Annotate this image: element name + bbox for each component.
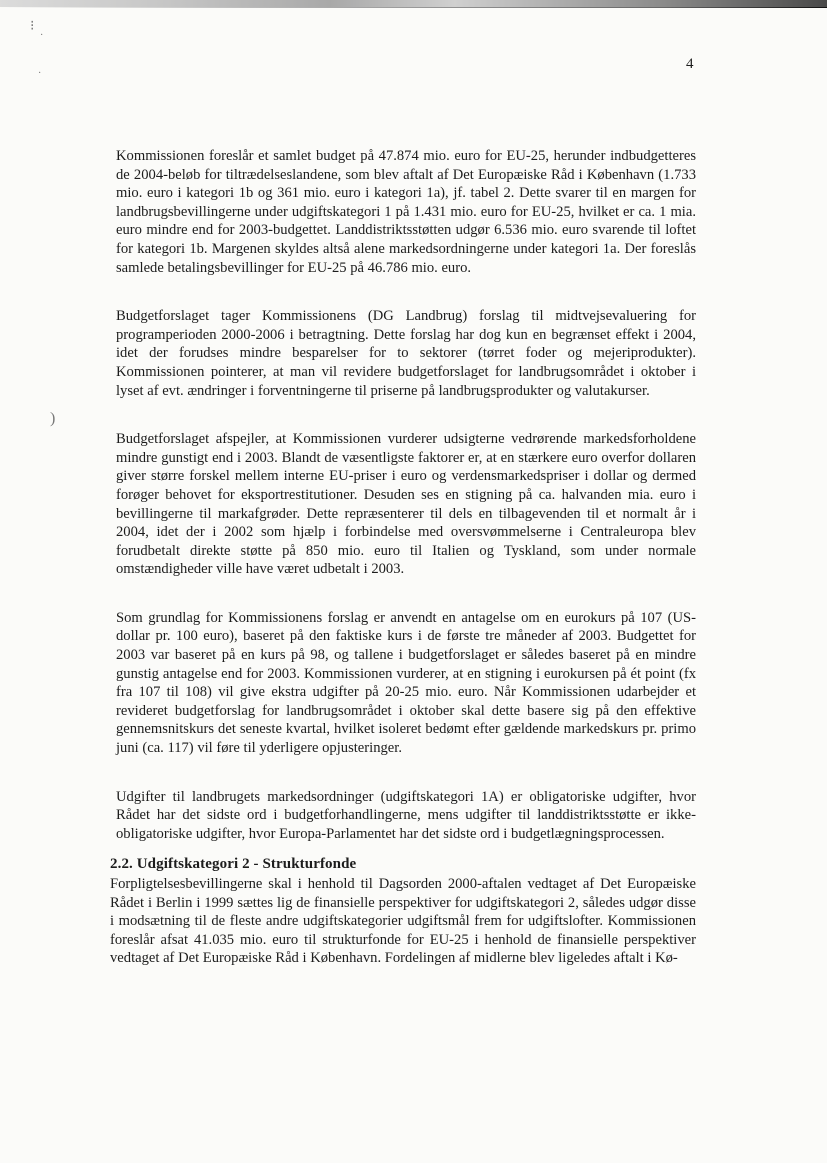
section-heading-text: 2.2. Udgiftskategori 2 - Strukturfonde — [110, 856, 357, 873]
paragraph-exchange-rate: Som grundlag for Kommissionens forslag er anvendt en antagelse om en eurokurs på 107 (US-dollar pr. 100 euro), baseret på den faktiske kurs i de første tre måneder af 2003. Budgettet for 2003 var baseret på en kurs på 98, og tallene i budgetforslaget er således baseret på en mindre gunstig antagelse end for 2003. Kommissionen vurderer, at en stigning i eurokursen på ét point (fx fra 107 til 108) vil give ekstra udgifter på 20-25 mio. euro. Når Kommissionen udarbejder et revideret budgetforslag for landbrugsområdet i oktober skal dette basere sig på den effektive gennemsnitskurs det seneste kvartal, hvilket isoleret bedømt efter gældende markedskurs pr. primo juni (ca. 117) vil føre til yderligere opjusteringer. — [116, 609, 696, 757]
page-number: 4 — [686, 56, 694, 72]
paragraph-budget-total: Kommissionen foreslår et samlet budget på 47.874 mio. euro for EU-25, herunder indbudgetteres de 2004-beløb for tiltrædelseslandene, som blev aftalt af Det Europæiske Råd i København (1.733 mio. euro i kategori 1b og 361 mio. euro i kategori 1a), jf. tabel 2. Dette svarer til en margen for landbrugsbevillingerne under udgiftskategori 1 på 1.431 mio. euro for EU-25, hvilket er ca. 1 mia. euro mindre end for 2003-budgettet. Landdistriktsstøtten udgør 6.536 mio. euro svarende til loftet for kategori 1b. Margenen skyldes altså alene markedsordningerne under kategori 1a. Der foreslås samlede betalingsbevillinger for EU-25 på 46.786 mio. euro. — [116, 148, 696, 276]
scan-artifact-dot: · — [40, 30, 44, 41]
scan-edge-top — [0, 0, 827, 7]
section-heading — [110, 855, 696, 874]
document-body — [110, 147, 696, 998]
scan-artifact-bracket: ) — [50, 410, 56, 427]
scan-artifact-mark: ⁝ — [30, 19, 35, 34]
paragraph-structural-funds: Forpligtelsesbevillingerne skal i henhold til Dagsorden 2000-aftalen vedtaget af Det Europæiske Rådet i Berlin i 1999 sættes lig de finansielle perspektiver for udgiftskategori 2, således udgør disse i modsætning til de fleste andre udgiftskategorier udgiftsmål frem for udgiftslofter. Kommissionen foreslår afsat 41.035 mio. euro til strukturfonde for EU-25 i henhold de finansielle perspektiver vedtaget af Det Europæiske Råd i København. Fordelingen af midlerne blev ligeledes aftalt i Kø- — [110, 876, 696, 967]
scan-edge-line — [0, 7, 827, 8]
paragraph-midterm-review: Budgetforslaget tager Kommissionens (DG Landbrug) forslag til midtvejsevaluering for programperioden 2000-2006 i betragtning. Dette forslag har dog kun en begrænset effekt i 2004, idet der forudses mindre besparelser for to sektorer (tørret foder og mejeriprodukter). Kommissionen pointerer, at man vil revidere budgetforslaget for landbrugsområdet i oktober i lyset af evt. ændringer i forventningerne til priserne på landbrugsprodukter og valutakurser. — [116, 308, 696, 399]
paragraph-expenditure-types: Udgifter til landbrugets markedsordninger (udgiftskategori 1A) er obligatoriske udgifter, hvor Rådet har det sidste ord i budgetforhandlingerne, mens udgifter til landdistriktsstøtte er ikke-obligatoriske udgifter, hvor Europa-Parlamentet har det sidste ord i budgetlægningsprocessen. — [116, 788, 696, 842]
paragraph-market-outlook: Budgetforslaget afspejler, at Kommissionen vurderer udsigterne vedrørende markedsforholdene mindre gunstigt end i 2003. Blandt de væsentligste faktorer er, at en stærkere euro overfor dollaren giver større forskel mellem interne EU-priser i euro og verdensmarkedspriser i dollar og dermed forøger behovet for eksportrestitutioner. Desuden ses en stigning på ca. halvanden mia. euro i bevillingerne til markafgrøder. Dette repræsenterer til dels en tilbagevenden til et normalt år i 2004, idet der i 2002 som hjælp i forbindelse med oversvømmelserne i Centraleuropa blev forudbetalt direkte støtte på 850 mio. euro til Italien og Tyskland, som under normale omstændigheder ville have været udbetalt i 2003. — [116, 431, 696, 578]
scan-artifact-dot: · — [38, 68, 42, 79]
